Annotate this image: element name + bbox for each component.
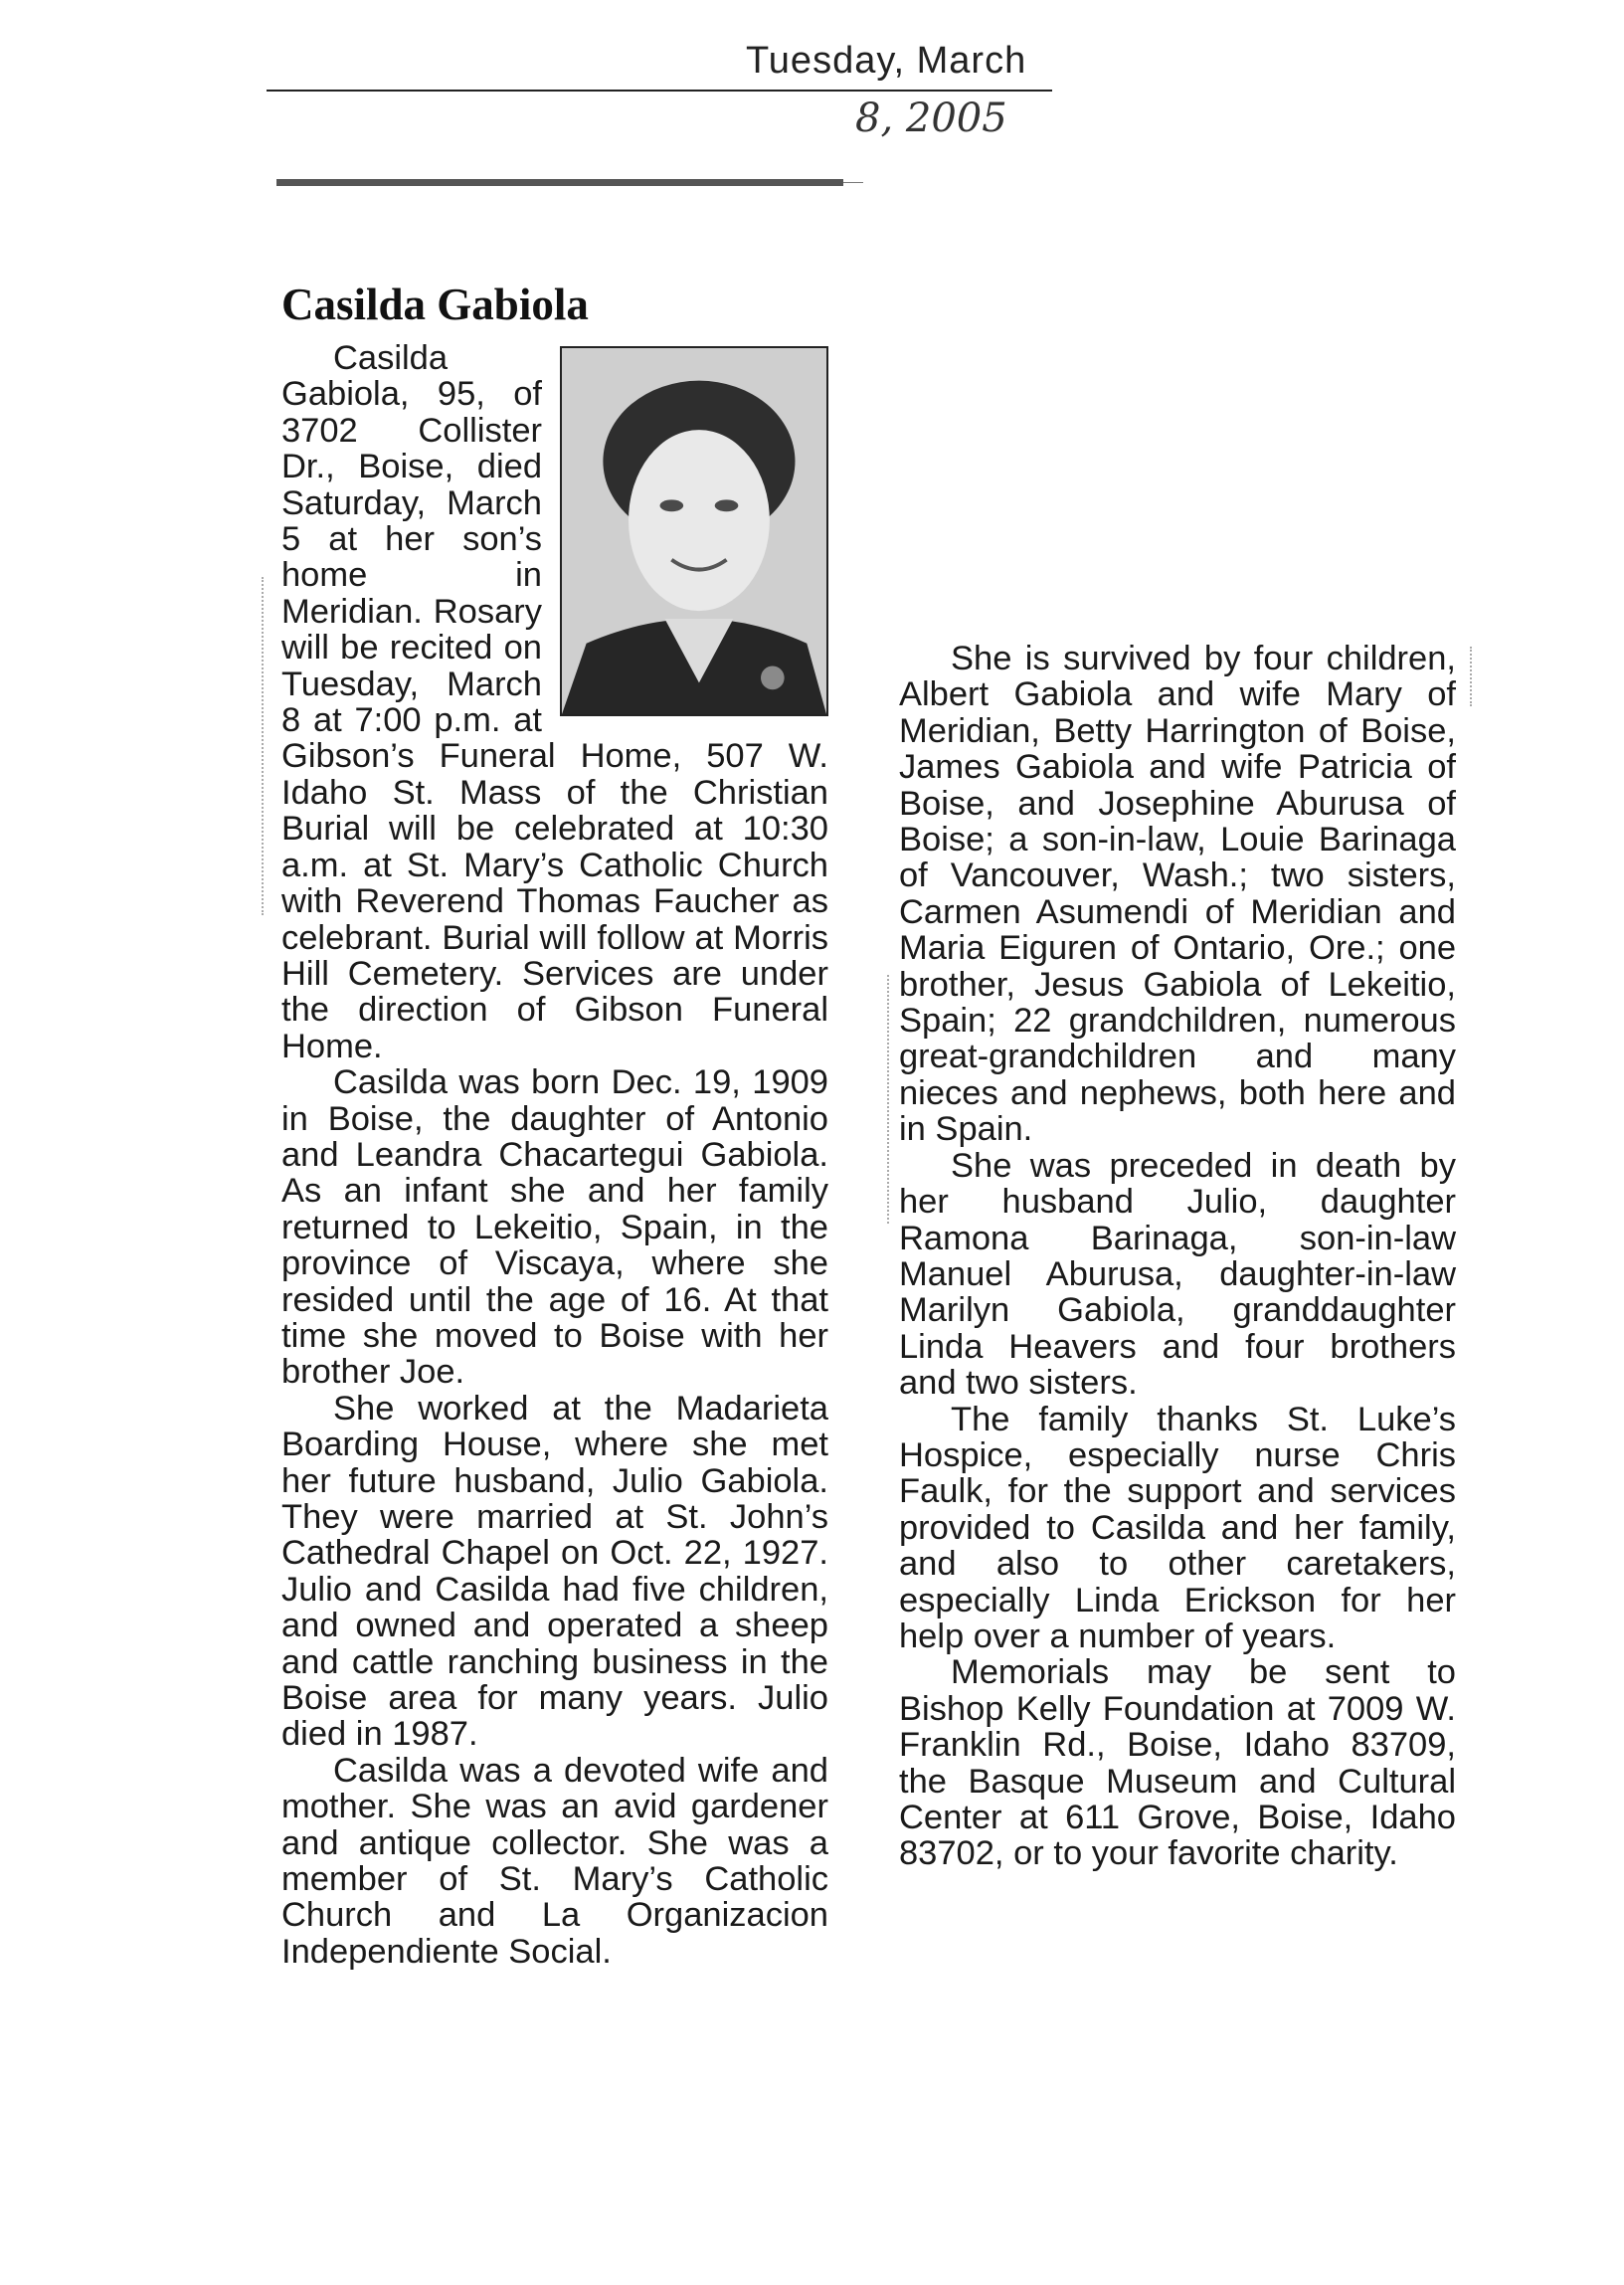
handwritten-date: 8, 2005 (855, 95, 1007, 141)
obit-paragraph-survivors: She is survived by four children, Albert Gabiola and wife Mary of Meridian, Betty Harrington of Boise, James Gabiola and wife Patricia of Boise, and Josephine Aburusa of Boise; a son-in-law, Louie Barinaga of Vancouver, Wash.; two sisters, Carmen Asumendi of Meridian and Maria Eiguren of Ontario, Ore.; one brother, Jesus Gabiola of Lekeitio, Spain; 22 grandchildren, numerous great-grandchildren and many nieces and nephews, both here and in Spain. (899, 640, 1456, 1149)
portrait-image (562, 348, 826, 714)
dateline: Tuesday, March (746, 40, 1027, 82)
obit-paragraph-3: She worked at the Madarieta Boarding House, where she met her future husband, Julio Gabiola. They were married at St. John’s Cathedral Chapel on Oct. 22, 1927. Julio and Casilda had five children, and owned and operated a sheep and cattle ranching business in the Boise area for many years. Julio died in 1987. (281, 1389, 828, 1754)
obit-paragraph-preceded: She was preceded in death by her husband Julio, daughter Ramona Barinaga, son-in-law Manuel Aburusa, daughter-in-law Marilyn Gabiola, granddaughter Linda Heavers and four brothers and two sisters. (899, 1146, 1456, 1403)
obit-paragraph-thanks: The family thanks St. Luke’s Hospice, especially nurse Chris Faulk, for the support and services provided to Casilda and her family, and also to other caretakers, especially Linda Erickson for her help over a number of years. (899, 1400, 1456, 1655)
gutter-line (887, 975, 889, 1224)
right-margin-line (1470, 647, 1472, 706)
obit-paragraph-4: Casilda was a devoted wife and mother. She was an avid gardener and antique collector. She was a member of St. Mary’s Catholic Church and La Organizacion Independiente Social. (281, 1751, 828, 1971)
section-rule-tail (843, 182, 863, 183)
header-rule (267, 90, 1052, 92)
left-margin-line (262, 577, 264, 915)
section-rule (276, 179, 843, 186)
right-column (899, 641, 1456, 1872)
left-column (281, 340, 828, 1970)
obit-paragraph-1: Casilda Gabiola, 95, of 3702 Collister Dr., Boise, died Saturday, March 5 at her son’s home in Meridian. Rosary will be recited on Tuesday, March 8 at 7:00 p.m. at Gibson’s Funeral Home, 507 W. Idaho St. Mass of the Christian Burial will be celebrated at 10:30 a.m. at St. Mary’s Catholic Church with Reverend Thomas Faucher as celebrant. Burial will follow at Morris Hill Cemetery. Services are under the direction of Gibson Funeral Home. (281, 339, 828, 1065)
obit-paragraph-2: Casilda was born Dec. 19, 1909 in Boise, the daughter of Antonio and Leandra Chacartegui Gabiola. As an infant she and her family returned to Lekeitio, Spain, in the province of Viscaya, where she resided until the age of 16. At that time she moved to Boise with her brother Joe. (281, 1063, 828, 1392)
portrait-photo (560, 346, 828, 716)
obituary-headline: Casilda Gabiola (281, 280, 589, 329)
obit-paragraph-memorials: Memorials may be sent to Bishop Kelly Foundation at 7009 W. Franklin Rd., Boise, Idaho 83709, the Basque Museum and Cultural Center at 611 Grove, Boise, Idaho 83702, or to your favorite charity. (899, 1653, 1456, 1873)
